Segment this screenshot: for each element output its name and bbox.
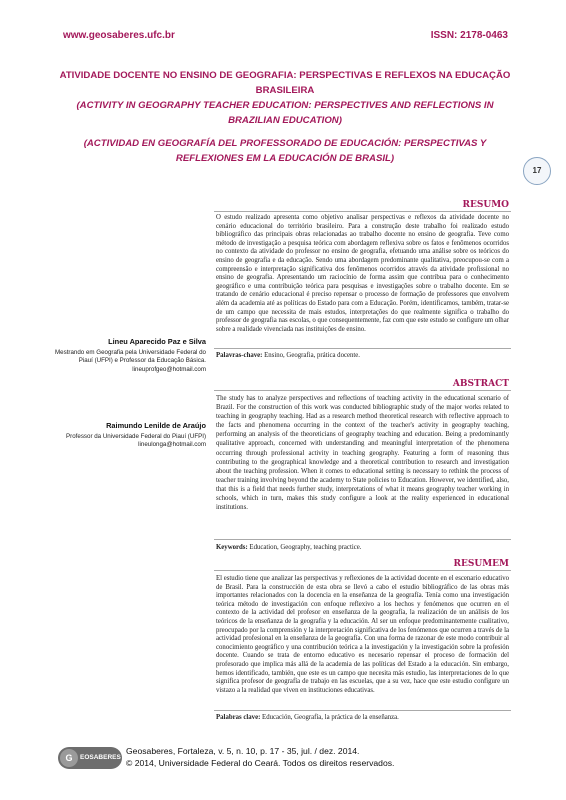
author-2 [40, 421, 206, 450]
resumo-keywords [216, 352, 509, 359]
resumo-keywords-values: Ensino, Geografia, prática docente. [262, 352, 361, 359]
title-english: (ACTIVITY IN GEOGRAPHY TEACHER EDUCATION: PERSPECTIVES AND REFLECTIONS IN BRAZILIAN EDUCATION) [76, 100, 494, 126]
abstract-keywords-label: Keywords: [216, 544, 248, 551]
abstract-divider [214, 390, 511, 391]
resumen-heading: RESUMEM [453, 559, 509, 569]
resumen-keywords-divider [214, 710, 511, 711]
resumo-divider [214, 211, 511, 212]
resumen-divider [214, 570, 511, 571]
resumo-text: O estudo realizado apresenta como objetivo analisar perspectivas e reflexos da atividade docente no cenário educacional do território brasileiro. Para a construção deste trabalho foi realizado estudo bibliográfico das principais obras relacionadas ao trabalho docente no ensino de geografia. Teve como método de investigação a pesquisa teórica com abordagem reflexiva sobre os fatos e fenômenos ocorridos no contexto da atividade do professor no ensino de geografia, efetuando uma análise sobre os teóricos do ensino de geografia e da educação. Sendo uma abordagem predominante qualitativa, preocupou-se com a compreensão e interpretação significativa dos fenômenos ocorridos através da atividade profissional no ensino de geografia. Apresentando um raciocínio de forma assim que contribua para o conhecimento geográfico e uma contribuição teórica para pesquisas e investigações sobre o trabalho docente. Em se tratando de cenário educacional é preciso repensar o processo de formação de professores que envolvem além da academia até as políticas do Estado para com a Educação. Porém, identificamos, também, tratar-se de um campo que necessita de mais estudos, interpretações do que realmente significa o trabalho do professor de geografia nas escolas, o que consequentemente, faz com que este estudo se configure um olhar sobre a realidade vivenciada nas instituições de ensino. [216, 214, 509, 333]
abstract-heading: ABSTRACT [452, 379, 509, 389]
abstract-keywords [216, 544, 509, 551]
journal-website[interactable]: www.geosaberes.ufc.br [63, 30, 175, 41]
footer-citation: Geosaberes, Fortaleza, v. 5, n. 10, p. 17 - 35, jul. / dez. 2014. [126, 746, 360, 756]
resumo-keywords-divider [214, 348, 511, 349]
page-number-badge: 17 [523, 157, 551, 185]
author-1-name: Lineu Aparecido Paz e Silva [108, 337, 206, 346]
title-spanish: (ACTIVIDAD EN GEOGRAFÍA DEL PROFESSORADO DE EDUCACIÓN: PERSPECTIVAS Y REFLEXIONES EM LA EDUCACIÓN DE BRASIL) [83, 138, 487, 164]
abstract-keywords-values: Education, Geography, teaching practice. [247, 544, 362, 551]
resumo-keywords-label: Palavras-chave: [216, 352, 263, 359]
author-1-email[interactable]: lineuprofgeo@hotmail.com [132, 365, 206, 373]
resumen-keywords-label: Palabras clave: [216, 714, 261, 721]
geosaberes-logo-glyph: G [60, 749, 78, 767]
abstract-keywords-divider [214, 539, 511, 540]
title-portuguese: ATIVIDADE DOCENTE NO ENSINO DE GEOGRAFIA: PERSPECTIVAS E REFLEXOS NA EDUCAÇÃO BRASILEIRA [59, 70, 511, 96]
author-1-affiliation: Mestrando em Geografia pela Universidade Federal do Piauí (UFPI) e Professor da Educação Básica. [55, 349, 206, 365]
article-titles [50, 68, 520, 166]
author-2-email[interactable]: lineulonga@hotmail.com [138, 441, 206, 449]
author-2-affiliation: Professor da Universidade Federal do Piauí (UFPI) [66, 433, 206, 440]
resumo-heading: RESUMO [462, 200, 509, 210]
author-1 [40, 337, 206, 374]
issn-label: ISSN: 2178-0463 [430, 30, 508, 41]
geosaberes-logo [58, 747, 122, 769]
resumen-keywords-values: Educación, Geografía, la práctica de la enseñanza. [260, 714, 399, 721]
abstract-text: The study has to analyze perspectives and reflections of teaching activity in the educational scenario of Brazil. For the construction of this work was conducted bibliographic study of the major works related to teaching in geography teaching. Had as a research method theoretical research with reflective approach to the facts and phenomena occurring in the context of the teacher's activity in geography teaching, performing an analysis of the theoreticians of geography teaching and education. Being a predominantly qualitative approach, concerned with understanding and meaningful interpretation of the phenomena occurring through professional activity in teaching geography. Featuring a form of reasoning thus contributing to the geographical knowledge and a theoretical contribution to research and investigation about the teaching profession. When it comes to educational setting is necessary to rethink the process of teacher training involving beyond the academy to State policies to Education. However, we identified, also, that this is a field that needs further study, interpretations of what it means geography teacher working in schools, which in turn, makes this study configure a look at the reality experienced in educational institutions. [216, 395, 509, 512]
resumen-text: El estudio tiene que analizar las perspectivas y reflexiones de la actividad docente en el escenario educativo de Brasil. Para la construcción de esta obra se llevó a cabo el estudio bibliográfico de las obras más importantes relacionados con la docencia en la enseñanza de la geografía. Tenía como una investigación teórica método de investigación con enfoque reflexivo a los hechos y fenómenos que ocurren en el contexto de la actividad del profesor en enseñanza de la geografía, la realización de un análisis de los teóricos de la enseñanza de la geografía y la educación. Al ser un enfoque predominantemente cualitativo, preocupado por la comprensión y la interpretación significativa de los fenómenos que ocurren a través de la actividad profesional en la enseñanza de la geografía. Con una forma de razonar de este modo contribuir al conocimiento geográfico y una contribución teórica a la investigación y la investigación sobre la profesión docente. Cuando se trata de entorno educativo es necesario repensar el proceso de formación del profesorado que implica más allá de la academia de las políticas del Estado a la educación. Sin embargo, hemos identificado, también, que este es un campo que necesita más estudio, las interpretaciones de lo que significa profesor de geografía de trabajo en las escuelas, que a su vez, hace que este estudio configure un vistazo a la realidad que viven en instituciones educativas. [216, 575, 509, 694]
resumen-keywords [216, 714, 509, 721]
author-2-name: Raimundo Lenilde de Araújo [106, 421, 206, 430]
geosaberes-logo-text: EOSABERES [80, 754, 121, 761]
footer-copyright: © 2014, Universidade Federal do Ceará. Todos os direitos reservados. [126, 758, 395, 768]
